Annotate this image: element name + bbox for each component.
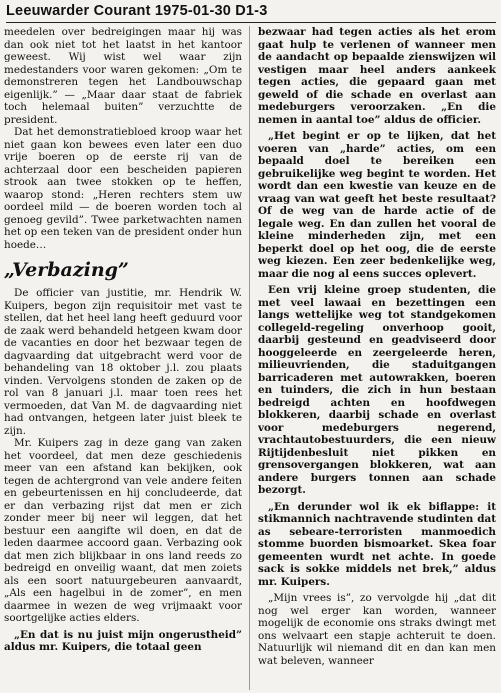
paragraph: De officier van justitie, mr. Hendrik W. Kuipers, begon zijn requisitoir met vast te stellen, dat het heel lang heeft geduurd voor de zaak werd behandeld hetgeen kwam door de vacanties en door het bezwaar tegen de dagvaarding dat uitgebracht werd voor de behandeling van 18 oktober j.l. zou plaats vinden. Vervolgens stonden de zaken op de rol van 8 januari j.l. maar toen rees het vermoeden, dat Van M. de dagvaarding niet had ontvangen, hetgeen later juist bleek te zijn. — [4, 287, 242, 437]
left-column — [4, 26, 242, 690]
right-column — [258, 26, 496, 690]
paragraph: meedelen over bedreigingen maar hij was dan ook niet tot het laatst in het kantoor geweest. Wij wist wel waar zijn medestanders voor waren gekomen: „Om te demonstreren tegen het Landbouwschap eigenlijk.” — „Maar daar staat de fabriek toch helemaal buiten” verzuchtte de president. — [4, 26, 242, 126]
paragraph: Mr. Kuipers zag in deze gang van zaken het voordeel, dat men deze geschiedenis meer van een afstand kan bekijken, ook tegen de achtergrond van vele andere feiten en gebeurtenissen en hij concludeerde, dat er dan verbazing rijst dat men er zich zonder meer bij neer wil leggen, dat het bestuur een aangifte wil doen, en dat de leden daarmee accoord gaan. Verbazing ook dat men zich blijkbaar in ons land reeds zo bedreigd en onveilig waant, dat men zoiets als een soort natuurgebeuren aanvaardt, „Als een hagelbui in de zomer”, en men daarmee in wezen de weg vrijmaakt voor soortgelijke acties elders. — [4, 437, 242, 624]
masthead: Leeuwarder Courant 1975-01-30 D1-3 — [6, 3, 268, 19]
section-heading: „Verbazing” — [4, 259, 129, 281]
paragraph: „Het begint er op te lijken, dat het voeren van „harde” acties, om een bepaald doel te bereiken een gebruikelijke weg begint te worden. Het wordt dan een kwestie van keuze en de vraag van wat geeft het beste resultaat? Of de weg van de harde actie of de legale weg. En dan zullen het vooral de kleine minderheden zijn, met een beperkt doel op het oog, die de eerste weg kiezen. Een zeer bedenkelijke weg, maar die nog al eens succes oplevert. — [258, 130, 496, 280]
paragraph: „En dat is nu juist mijn ongerustheid” aldus mr. Kuipers, die totaal geen — [4, 628, 242, 653]
header-rule — [6, 22, 496, 23]
paragraph: „En derunder wol ik ek biflappe: it stikmannich nachtravende studinten dat as sebeare-terroristen manmoedich stomme buorden bismoarket. Skea foar gemeenten wurdt net achte. In goede sack is sokke middels net brek,” aldus mr. Kuipers. — [258, 500, 496, 588]
paragraph: bezwaar had tegen acties als het erom gaat hulp te verlenen of wanneer men de aandacht op bepaalde zienswijzen wil vestigen maar heel anders aankeek tegen acties, die gepaard gaan met geweld of die schade en overlast aan medeburgers veroorzaken. „En die nemen in aantal toe” aldus de officier. — [258, 26, 496, 126]
paragraph: Dat het demonstratiebloed kroop waar het niet gaan kon bewees even later een duo vrije boeren op de eerste rij van de achterzaal door een bescheiden papieren strook aan twee stokken op te heffen, waarop stond: „Heren rechters stem uw oordeel mild — de boeren worden toch al genoeg gevild”. Twee parketwachten namen het op een teken van de president onder hun hoede… — [4, 126, 242, 251]
column-divider — [249, 26, 250, 690]
paragraph: Een vrij kleine groep studenten, die met veel lawaai en bezettingen een langs wettelijke weg tot standgekomen collegeld-regeling onverhoop gooit, daarbij gesteund en geadviseerd door hooggeleerde en zeergeleerde heren, milieuvrienden, die staduitgangen barricaderen met autowrakken, boeren en tuinders, die zich in hun bestaan bedreigd achten en hoofdwegen blokkeren, daarbij schade en overlast voor medeburgers negerend, vrachtautobestuurders, die een nieuw Rijtijdenbesluit niet pikken en grensovergangen blokkeren, wat aan andere burgers tonnen aan schade bezorgt. — [258, 284, 496, 496]
paragraph: „Mijn vrees is”, zo vervolgde hij „dat dit nog wel erger kan worden, wanneer mogelijk de economie ons straks dwingt met ons welvaart een stapje achteruit te doen. Natuurlijk wil niemand dit en dan kan men wat beleven, wanneer — [258, 592, 496, 667]
